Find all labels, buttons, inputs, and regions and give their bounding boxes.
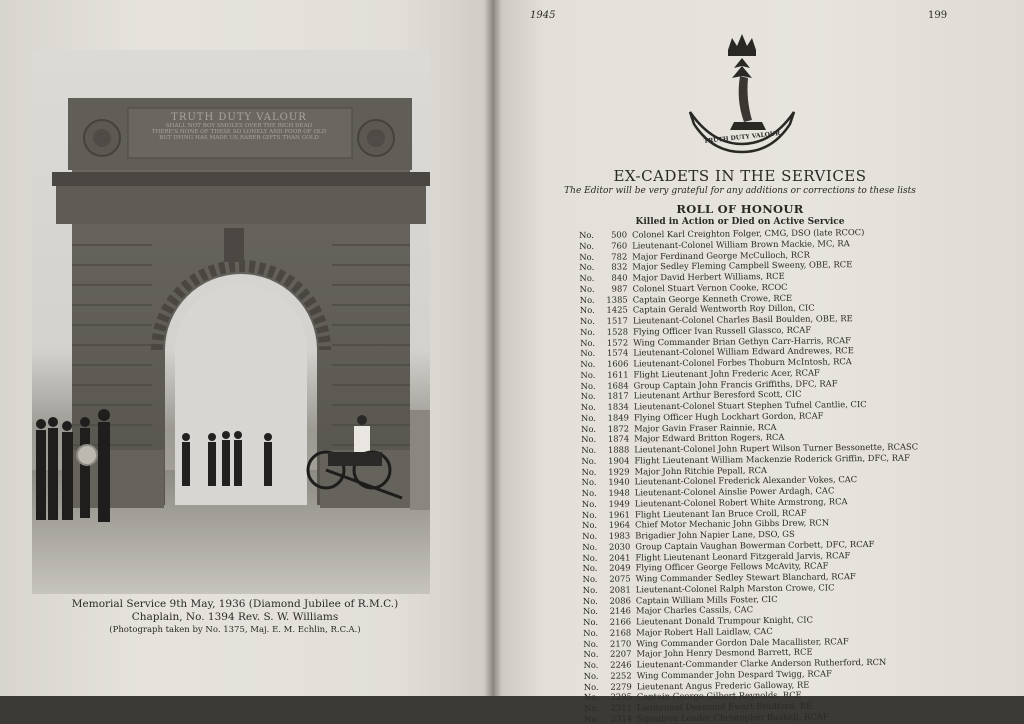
entry-prefix: No.: [579, 262, 595, 273]
entry-prefix: No.: [583, 649, 599, 660]
entry-prefix: No.: [580, 412, 596, 423]
entry-prefix: No.: [580, 326, 596, 337]
entry-prefix: No.: [580, 337, 596, 348]
entry-name: Major Edward Britton Rogers, RCA: [634, 432, 785, 444]
entry-prefix: No.: [582, 584, 598, 595]
cadet-number: 2207: [610, 648, 632, 659]
entry-prefix: No.: [582, 573, 598, 584]
entry-prefix: No.: [584, 713, 600, 724]
cadet-number: 987: [611, 283, 628, 294]
entry-name: Flight Lieutenant Leonard Fitzgerald Jarvis, RCAF: [635, 549, 851, 562]
entry-name: Squadron Leader Christopher Bushell, RCAF: [637, 711, 829, 724]
college-crest-icon: [682, 30, 802, 160]
entry-name: Flying Officer Hugh Lockhart Gordon, RCAF: [633, 410, 824, 423]
arch-inscription-motto: TRUTH DUTY VALOUR: [171, 112, 307, 123]
entry-prefix: No.: [582, 606, 598, 617]
entry-name: Major John Ritchie Pepall, RCA: [634, 464, 768, 476]
entry-name: Flying Officer George Fellows McAvity, RCAF: [635, 560, 829, 573]
entry-prefix: No.: [580, 358, 596, 369]
entry-prefix: No.: [580, 380, 596, 391]
cadet-number: 1940: [608, 476, 630, 487]
entry-name: Colonel Karl Creighton Folger, CMG, DSO (late RCOC): [631, 227, 865, 240]
cadet-number: 782: [611, 250, 628, 262]
entry-prefix: No.: [582, 530, 598, 541]
cadet-number: 1528: [606, 326, 629, 337]
cadet-number: 1606: [607, 358, 629, 369]
entry-name: Lieutenant-Colonel Stuart Stephen Tufnel Cantlie, CIC: [633, 398, 867, 412]
entry-prefix: No.: [579, 294, 595, 305]
entry-name: Captain William Mills Foster, CIC: [635, 593, 778, 605]
page-number: 199: [928, 10, 948, 21]
entry-prefix: No.: [582, 520, 598, 531]
entry-prefix: No.: [579, 272, 595, 283]
roll-of-honour-list: [579, 226, 944, 724]
page-subtitle: The Editor will be very grateful for any additions or corrections to these lists: [564, 186, 916, 196]
entry-prefix: No.: [581, 498, 597, 509]
entry-name: Major David Herbert Williams, RCE: [632, 270, 785, 283]
cadet-number: 2314: [610, 713, 633, 724]
cadet-number: 2081: [609, 584, 631, 595]
crest-motto: TRUTH DUTY VALOUR: [703, 130, 781, 145]
entry-name: Wing Commander Brian Gethyn Carr-Harris, RCAF: [633, 334, 851, 347]
entry-prefix: No.: [581, 423, 597, 434]
entry-prefix: No.: [580, 369, 596, 380]
cadet-number: 500: [610, 229, 628, 240]
entry-name: Flight Lieutenant John Frederic Acer, RCAF: [633, 367, 820, 380]
entry-name: Lieutenant-Colonel Charles Basil Boulden, OBE, RE: [632, 313, 853, 326]
photo-caption-line-2: Chaplain, No. 1394 Rev. S. W. Williams: [131, 611, 339, 623]
cadet-number: 1834: [607, 401, 629, 412]
cadet-number: 760: [611, 240, 628, 251]
cadet-number: 2049: [609, 562, 631, 573]
entry-prefix: No.: [580, 401, 596, 412]
book-gutter: [484, 0, 502, 696]
entry-prefix: No.: [580, 348, 596, 359]
cadet-number: 1929: [608, 465, 630, 477]
cadet-number: 2295: [610, 691, 632, 702]
entry-name: Major John Henry Desmond Barrett, RCE: [636, 646, 813, 659]
entry-prefix: No.: [579, 251, 595, 262]
entry-name: Flight Lieutenant Ian Bruce Croll, RCAF: [634, 507, 807, 519]
entry-prefix: No.: [581, 509, 597, 520]
entry-name: Major Ferdinand George McCulloch, RCR: [632, 249, 810, 261]
page-title: EX-CADETS IN THE SERVICES: [613, 167, 867, 185]
cadet-number: 1684: [607, 379, 629, 391]
entry-name: Group Captain John Francis Griffiths, DFC, RAF: [633, 377, 838, 390]
entry-name: Lieutenant-Colonel Robert White Armstrong, RCA: [634, 495, 848, 509]
arch-inscription-line: SHALL NOT BOY SMOLES OVER THE RICH DEAD: [165, 123, 313, 129]
cadet-number: 1872: [607, 422, 630, 434]
cadet-number: 1385: [606, 293, 628, 305]
entry-prefix: No.: [581, 466, 597, 477]
cadet-number: 2170: [609, 637, 632, 649]
entry-prefix: No.: [582, 552, 598, 563]
entry-prefix: No.: [583, 670, 599, 681]
cadet-number: 1961: [608, 508, 631, 520]
entry-prefix: No.: [581, 434, 597, 445]
entry-prefix: No.: [583, 681, 599, 692]
entry-prefix: No.: [581, 477, 597, 488]
entry-prefix: No.: [582, 563, 598, 574]
cadet-number: 1949: [608, 498, 630, 509]
cadet-number: 2168: [609, 627, 632, 638]
entry-name: Brigadier John Napier Lane, DSO, GS: [635, 528, 795, 541]
entry-name: Major Gavin Fraser Rainnie, RCA: [634, 421, 777, 433]
photo-credit: (Photograph taken by No. 1375, Maj. E. M. Echlin, R.C.A.): [109, 625, 361, 635]
cadet-number: 1888: [607, 444, 630, 455]
arch-inscription-line: BUT DYING HAS MADE US RARER GIFTS THAN GOLD: [159, 135, 319, 141]
entry-prefix: No.: [583, 659, 599, 670]
entry-name: Captain George Kenneth Crowe, RCE: [632, 292, 793, 304]
entry-name: Lieutenant Desmond Ewart Bradford, RE: [636, 700, 813, 713]
entry-prefix: No.: [581, 487, 597, 498]
entry-prefix: No.: [582, 541, 598, 552]
cadet-number: 832: [611, 261, 628, 272]
entry-name: Colonel Stuart Vernon Cooke, RCOC: [632, 281, 788, 294]
entry-name: Major Robert Hall Laidlaw, CAC: [636, 625, 773, 638]
left-page: [0, 0, 492, 696]
entry-prefix: No.: [581, 455, 597, 466]
cadet-number: 1611: [607, 369, 629, 380]
entry-prefix: No.: [583, 702, 599, 713]
entry-name: Major Charles Cassils, CAC: [635, 604, 754, 616]
entry-name: Lieutenant-Colonel William Brown Mackie, MC, RA: [632, 237, 850, 251]
roll-of-honour-heading: ROLL OF HONOUR: [676, 202, 804, 216]
entry-prefix: No.: [579, 229, 594, 240]
cadet-number: 1874: [607, 433, 630, 444]
entry-name: Major Sedley Fleming Campbell Sweeny, OBE, RCE: [632, 259, 853, 272]
cadet-number: 2279: [610, 680, 632, 692]
entry-name: Lieutenant-Colonel John Rupert Wilson Turner Bessonette, RCASC: [634, 441, 919, 455]
cadet-number: 2146: [609, 605, 632, 616]
cadet-number: 2086: [609, 594, 631, 606]
entry-name: Lieutenant-Colonel Ainslie Power Ardagh, CAC: [634, 485, 835, 498]
cadet-number: 1948: [608, 487, 630, 498]
cadet-number: 1983: [608, 530, 631, 541]
entry-prefix: No.: [579, 240, 595, 251]
memorial-arch-photograph: [32, 50, 430, 594]
entry-prefix: No.: [583, 616, 599, 627]
entry-prefix: No.: [583, 692, 599, 703]
entry-name: Lieutenant-Commander Clarke Anderson Rutherford, RCN: [636, 656, 887, 670]
entry-prefix: No.: [579, 315, 595, 326]
entry-name: Lieutenant-Colonel Frederick Alexander Vokes, CAC: [634, 474, 858, 487]
entry-name: Lieutenant-Colonel Ralph Marston Crowe, CIC: [635, 582, 835, 595]
arch-inscription-line: THERE'S NONE OF THESE SO LONELY AND POOR OF OLD: [151, 129, 327, 135]
cadet-number: 1849: [607, 412, 630, 423]
entry-name: Group Captain Vaughan Bowerman Corbett, DFC, RCAF: [635, 538, 875, 552]
photo-caption-line-1: Memorial Service 9th May, 1936 (Diamond Jubilee of R.M.C.): [71, 598, 399, 610]
entry-name: Wing Commander Gordon Dale Macallister, RCAF: [636, 635, 849, 648]
entry-name: Flying Officer Ivan Russell Glassco, RCAF: [633, 324, 812, 337]
entry-prefix: No.: [582, 595, 598, 606]
cadet-number: 1574: [606, 347, 629, 358]
entry-prefix: No.: [583, 627, 599, 638]
cadet-number: 1425: [606, 304, 628, 315]
entry-name: Lieutenant-Colonel William Edward Andrewes, RCE: [633, 345, 854, 358]
cadet-number: 1817: [607, 390, 629, 401]
arch-inscription: [132, 112, 346, 141]
cadet-number: 2166: [609, 616, 632, 627]
cadet-number: 1517: [606, 315, 629, 326]
cadet-number: 2246: [610, 659, 632, 670]
entry-name: Lieutenant Angus Frederic Galloway, RE: [636, 679, 810, 691]
entry-name: Wing Commander Sedley Stewart Blanchard, RCAF: [635, 571, 856, 584]
entry-name: Captain Gerald Wentworth Roy Dillon, CIC: [632, 302, 815, 315]
cadet-number: 2252: [610, 670, 632, 681]
entry-prefix: No.: [580, 391, 596, 402]
entry-prefix: No.: [583, 638, 599, 649]
entry-prefix: No.: [581, 444, 597, 455]
entry-name: Flight Lieutenant William Mackenzie Roderick Griffin, DFC, RAF: [634, 452, 910, 466]
roll-subheading: Killed in Action or Died on Active Service: [635, 217, 845, 227]
entry-name: Chief Motor Mechanic John Gibbs Drew, RCN: [635, 517, 830, 530]
running-head-year: 1945: [530, 10, 556, 21]
cadet-number: 2311: [610, 702, 633, 713]
cadet-number: 2075: [609, 573, 631, 584]
entry-name: Wing Commander John Despard Twigg, RCAF: [636, 668, 832, 681]
cadet-number: 2041: [609, 551, 631, 563]
entry-prefix: No.: [579, 283, 595, 294]
entry-name: Lieutenant-Colonel Forbes Thoburn McIntosh, RCA: [633, 356, 852, 369]
entry-name: Lieutenant Arthur Beresford Scott, CIC: [633, 388, 802, 401]
cadet-number: 2030: [608, 541, 631, 552]
entry-name: Captain George Gilbert Reynolds, RCE: [636, 689, 802, 702]
cadet-number: 1572: [606, 336, 629, 348]
entry-prefix: No.: [579, 305, 595, 316]
cadet-number: 1904: [608, 455, 630, 466]
entry-name: Lieutenant Donald Trumpour Knight, CIC: [636, 614, 814, 627]
cadet-number: 840: [611, 272, 628, 283]
cadet-number: 1964: [608, 519, 631, 530]
